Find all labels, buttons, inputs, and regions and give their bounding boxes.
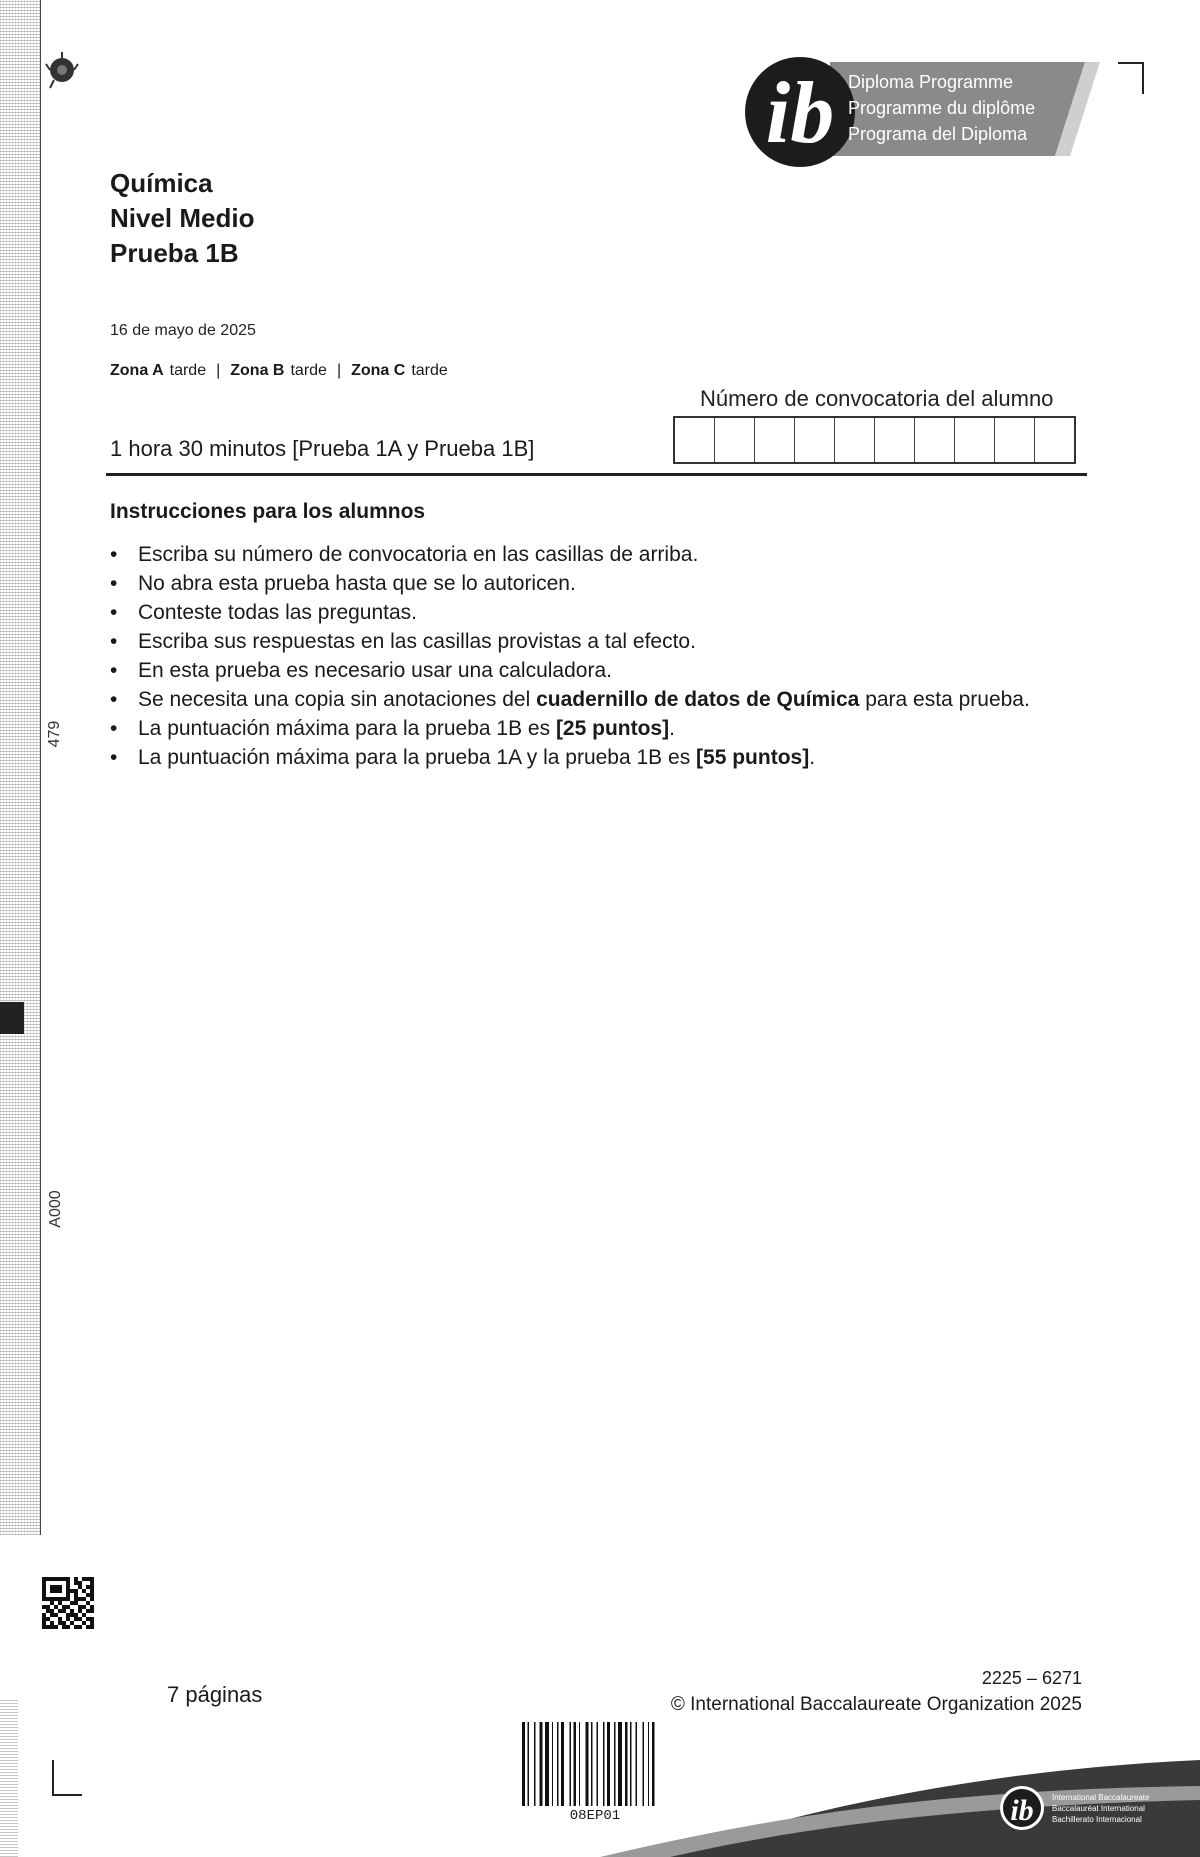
- qr-module: [54, 1605, 58, 1609]
- qr-module: [54, 1577, 58, 1581]
- instruction-item: [110, 714, 1100, 743]
- footer-logo-line-2: Baccalauréat International: [1052, 1804, 1145, 1813]
- zone-b-time: tarde: [290, 362, 327, 379]
- paper-title: Prueba 1B: [110, 238, 239, 268]
- qr-module: [58, 1585, 62, 1589]
- exam-date: 16 de mayo de 2025: [110, 322, 256, 339]
- instruction-text: Conteste todas las preguntas.: [138, 601, 418, 624]
- perforated-margin-lower: [0, 1700, 18, 1857]
- crop-mark-top-right: [1118, 62, 1144, 94]
- footer-swoosh: [600, 1740, 1200, 1857]
- qr-module: [78, 1585, 82, 1589]
- qr-module: [90, 1625, 94, 1629]
- candidate-number-boxes[interactable]: [673, 416, 1076, 464]
- qr-module: [42, 1617, 46, 1621]
- qr-module: [66, 1589, 70, 1593]
- qr-module: [50, 1625, 54, 1629]
- candidate-number-label: Número de convocatoria del alumno: [700, 386, 1054, 411]
- qr-module: [74, 1577, 78, 1581]
- candidate-digit-box[interactable]: [755, 418, 795, 462]
- qr-module: [42, 1621, 46, 1625]
- copyright-notice: © International Baccalaureate Organization 2025: [670, 1694, 1082, 1715]
- qr-module: [90, 1593, 94, 1597]
- qr-module: [86, 1601, 90, 1605]
- candidate-digit-box[interactable]: [795, 418, 835, 462]
- qr-module: [58, 1621, 62, 1625]
- barcode-bar: [552, 1722, 553, 1806]
- zone-c-time: tarde: [411, 362, 448, 379]
- logo-line-2: Programme du diplôme: [848, 98, 1036, 118]
- qr-module: [90, 1585, 94, 1589]
- ib-logo: [740, 56, 1100, 171]
- barcode-bar: [591, 1722, 592, 1806]
- zone-a-label: Zona A: [110, 362, 164, 379]
- qr-module: [42, 1625, 46, 1629]
- qr-module: [66, 1597, 70, 1601]
- qr-module: [90, 1617, 94, 1621]
- qr-module: [42, 1585, 46, 1589]
- qr-module: [58, 1601, 62, 1605]
- qr-module: [86, 1617, 90, 1621]
- svg-text:ib: ib: [765, 65, 835, 162]
- qr-module: [82, 1589, 86, 1593]
- instruction-item: [110, 656, 1100, 685]
- zone-b-label: Zona B: [230, 362, 285, 379]
- qr-module: [42, 1581, 46, 1585]
- qr-module: [50, 1597, 54, 1601]
- qr-module: [62, 1597, 66, 1601]
- barcode-bar: [573, 1722, 576, 1806]
- qr-module: [42, 1605, 46, 1609]
- qr-module: [66, 1577, 70, 1581]
- qr-module: [66, 1625, 70, 1629]
- qr-module: [58, 1609, 62, 1613]
- qr-module: [58, 1577, 62, 1581]
- exam-duration: 1 hora 30 minutos [Prueba 1A y Prueba 1B]: [110, 436, 535, 461]
- qr-module: [78, 1581, 82, 1585]
- qr-module: [74, 1597, 78, 1601]
- qr-module: [90, 1605, 94, 1609]
- qr-module: [74, 1601, 78, 1605]
- qr-module: [42, 1597, 46, 1601]
- qr-module: [86, 1593, 90, 1597]
- instruction-item: [110, 598, 1100, 627]
- perforated-margin: [0, 0, 41, 1535]
- qr-module: [46, 1597, 50, 1601]
- qr-module: [74, 1617, 78, 1621]
- barcode-bar: [596, 1722, 597, 1806]
- qr-module: [54, 1589, 58, 1593]
- instruction-item: [110, 540, 1100, 569]
- qr-module: [70, 1613, 74, 1617]
- qr-module: [46, 1577, 50, 1581]
- qr-module: [82, 1577, 86, 1581]
- qr-module: [78, 1597, 82, 1601]
- qr-module: [74, 1581, 78, 1585]
- qr-module: [54, 1597, 58, 1601]
- candidate-digit-box[interactable]: [835, 418, 875, 462]
- barcode-bar: [579, 1722, 580, 1806]
- zone-c-label: Zona C: [351, 362, 406, 379]
- qr-module: [78, 1617, 82, 1621]
- instruction-text-end: .: [669, 717, 675, 740]
- svg-text:ib: ib: [1010, 1794, 1034, 1827]
- qr-module: [66, 1581, 70, 1585]
- qr-module: [90, 1581, 94, 1585]
- instruction-text: Se necesita una copia sin anotaciones del: [138, 688, 537, 711]
- candidate-digit-box[interactable]: [995, 418, 1035, 462]
- qr-module: [42, 1613, 46, 1617]
- paper-code: 2225 – 6271: [981, 1668, 1082, 1688]
- footer-logo-line-3: Bachillerato Internacional: [1052, 1815, 1142, 1824]
- logo-line-1: Diploma Programme: [848, 72, 1014, 92]
- barcode-bar: [569, 1722, 570, 1806]
- qr-module: [46, 1625, 50, 1629]
- barcode-bar: [586, 1722, 589, 1806]
- qr-module: [70, 1601, 74, 1605]
- qr-module: [66, 1613, 70, 1617]
- qr-module: [46, 1605, 50, 1609]
- qr-module: [46, 1609, 50, 1613]
- margin-black-tab: [0, 1002, 24, 1034]
- instruction-item: [110, 569, 1100, 598]
- qr-module: [86, 1609, 90, 1613]
- qr-module: [62, 1609, 66, 1613]
- qr-module: [58, 1597, 62, 1601]
- logo-line-3: Programa del Diploma: [848, 124, 1028, 144]
- instruction-text-end: .: [809, 746, 816, 769]
- instruction-text: La puntuación máxima para la prueba 1B es: [138, 717, 556, 740]
- barcode-bar: [557, 1722, 558, 1806]
- barcode-bar: [534, 1722, 535, 1806]
- qr-module: [54, 1613, 58, 1617]
- instruction-emphasis: [55 puntos]: [696, 746, 810, 769]
- instructions-list: [110, 540, 1100, 772]
- footer-logo-line-1: International Baccalaureate: [1052, 1793, 1150, 1802]
- qr-module: [54, 1625, 58, 1629]
- barcode-bar: [522, 1722, 525, 1806]
- qr-module: [74, 1613, 78, 1617]
- qr-module: [90, 1589, 94, 1593]
- header-divider: [106, 473, 1087, 476]
- qr-module: [74, 1625, 78, 1629]
- qr-code-icon: [42, 1576, 94, 1630]
- qr-module: [50, 1601, 54, 1605]
- zone-separator: |: [216, 362, 221, 379]
- candidate-digit-box[interactable]: [875, 418, 915, 462]
- qr-module: [50, 1585, 54, 1589]
- barcode-bar: [527, 1722, 528, 1806]
- qr-module: [50, 1589, 54, 1593]
- qr-module: [90, 1609, 94, 1613]
- candidate-digit-box[interactable]: [715, 418, 755, 462]
- page-count: 7 páginas: [167, 1682, 263, 1707]
- qr-module: [42, 1589, 46, 1593]
- instruction-text: Escriba su número de convocatoria en las casillas de arriba.: [138, 543, 699, 566]
- qr-module: [46, 1617, 50, 1621]
- instruction-item: [110, 743, 1100, 772]
- instruction-emphasis: cuadernillo de datos de Química: [536, 688, 860, 711]
- barcode-label: 08EP01: [569, 1808, 621, 1824]
- level-title: Nivel Medio: [110, 203, 255, 233]
- qr-module: [62, 1577, 66, 1581]
- candidate-digit-box[interactable]: [1035, 418, 1074, 462]
- qr-module: [90, 1621, 94, 1625]
- qr-module: [54, 1585, 58, 1589]
- qr-module: [82, 1597, 86, 1601]
- instructions-title: Instrucciones para los alumnos: [110, 500, 426, 523]
- qr-module: [66, 1605, 70, 1609]
- qr-module: [86, 1585, 90, 1589]
- qr-module: [62, 1625, 66, 1629]
- barcode-bar: [540, 1722, 543, 1806]
- qr-module: [66, 1617, 70, 1621]
- instruction-emphasis: [25 puntos]: [555, 717, 670, 740]
- qr-module: [70, 1621, 74, 1625]
- qr-module: [66, 1585, 70, 1589]
- qr-module: [50, 1609, 54, 1613]
- zone-a-time: tarde: [169, 362, 207, 379]
- qr-module: [42, 1577, 46, 1581]
- instruction-text-end: para esta prueba.: [859, 688, 1030, 711]
- instruction-text: La puntuación máxima para la prueba 1A y la prueba 1B es: [138, 746, 697, 769]
- instruction-text: Escriba sus respuestas en las casillas provistas a tal efecto.: [138, 630, 696, 653]
- qr-module: [70, 1589, 74, 1593]
- punch-mark-icon: [40, 50, 84, 94]
- qr-module: [82, 1605, 86, 1609]
- qr-module: [78, 1609, 82, 1613]
- qr-module: [50, 1613, 54, 1617]
- qr-module: [50, 1621, 54, 1625]
- candidate-digit-box[interactable]: [955, 418, 995, 462]
- qr-module: [86, 1625, 90, 1629]
- qr-module: [74, 1589, 78, 1593]
- qr-module: [90, 1597, 94, 1601]
- instruction-text: En esta prueba es necesario usar una calculadora.: [138, 659, 612, 682]
- zone-row: [110, 362, 448, 380]
- qr-module: [66, 1593, 70, 1597]
- qr-module: [78, 1625, 82, 1629]
- qr-module: [50, 1577, 54, 1581]
- qr-module: [90, 1577, 94, 1581]
- margin-code-top: 479: [46, 720, 63, 748]
- qr-module: [86, 1577, 90, 1581]
- barcode-bar: [561, 1722, 564, 1806]
- qr-module: [82, 1621, 86, 1625]
- barcode-bar: [545, 1722, 549, 1806]
- margin-code-bottom: A000: [47, 1190, 64, 1228]
- qr-module: [74, 1593, 78, 1597]
- qr-module: [42, 1593, 46, 1597]
- qr-module: [58, 1589, 62, 1593]
- subject-title: Química: [110, 168, 213, 198]
- qr-module: [62, 1621, 66, 1625]
- qr-module: [62, 1605, 66, 1609]
- qr-module: [78, 1605, 82, 1609]
- qr-module: [70, 1609, 74, 1613]
- candidate-digit-box[interactable]: [675, 418, 715, 462]
- instruction-text: No abra esta prueba hasta que se lo autoricen.: [138, 572, 576, 595]
- candidate-digit-box[interactable]: [915, 418, 955, 462]
- instruction-item: [110, 627, 1100, 656]
- crop-mark-bottom-left: [52, 1760, 82, 1796]
- qr-module: [58, 1617, 62, 1621]
- qr-module: [82, 1613, 86, 1617]
- instruction-item: [110, 685, 1100, 714]
- zone-separator: |: [336, 362, 342, 379]
